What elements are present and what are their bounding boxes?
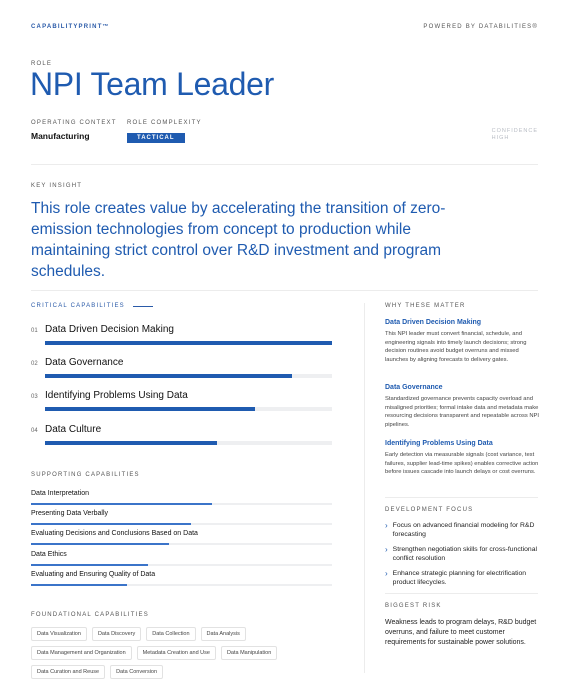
supporting-capability-name: Presenting Data Verbally: [31, 510, 109, 517]
critical-capabilities-label: CRITICAL CAPABILITIES: [31, 303, 125, 309]
heading-underline: [133, 306, 153, 307]
capability-name: Data Driven Decision Making: [45, 324, 174, 335]
development-focus-label: DEVELOPMENT FOCUS: [385, 507, 474, 513]
development-item: [385, 569, 540, 587]
capability-chip: Data Management and Organization: [31, 646, 132, 660]
operating-context-label: OPERATING CONTEXT: [31, 120, 117, 126]
why-item-text: Early detection via measurable signals (cost variance, test failures, supplier lead-time spikes) enables corrective action before issues cascade into launch delays or cost overruns.: [385, 452, 539, 475]
supporting-capability-bar: [31, 543, 332, 545]
capability-chip: Data Analysis: [201, 627, 246, 641]
operating-context-value: Manufacturing: [31, 131, 90, 141]
biggest-risk-label: BIGGEST RISK: [385, 603, 442, 609]
key-insight-label: KEY INSIGHT: [31, 183, 83, 189]
supporting-capability-name: Data Interpretation: [31, 490, 89, 497]
capability-name: Identifying Problems Using Data: [45, 390, 188, 401]
why-item-title: Identifying Problems Using Data: [385, 440, 493, 447]
divider: [31, 164, 538, 165]
capability-number: 04: [31, 428, 38, 434]
supporting-capability-bar: [31, 564, 332, 566]
capability-chip: Data Visualization: [31, 627, 87, 641]
confidence-label: CONFIDENCE: [491, 128, 538, 134]
chevron-right-icon: ›: [385, 545, 388, 554]
development-item: [385, 545, 540, 563]
supporting-capability-bar-fill: [31, 503, 212, 505]
why-item: [385, 319, 540, 364]
critical-capabilities-heading: [31, 303, 153, 309]
supporting-capability: [31, 510, 332, 525]
supporting-capability: [31, 490, 332, 505]
development-item-text: Strengthen negotiation skills for cross-functional conflict resolution: [392, 546, 537, 562]
capability-bar-fill: [45, 407, 255, 411]
capability-chip: Data Curation and Reuse: [31, 665, 105, 679]
capability-bar: [45, 341, 332, 345]
why-these-matter-label: WHY THESE MATTER: [385, 303, 466, 309]
why-item: [385, 384, 540, 429]
development-focus-list: [385, 521, 540, 593]
supporting-capability: [31, 571, 332, 586]
capability-number: 02: [31, 361, 38, 367]
role-complexity-label: ROLE COMPLEXITY: [127, 120, 202, 126]
capability-name: Data Culture: [45, 424, 102, 435]
capability-chip: Metadata Creation and Use: [137, 646, 216, 660]
why-item-text: Standardized governance prevents capacity overload and misaligned priorities; formal intake data and metadata make resourcing decisions transparent and repeatable across NPI pipelines.: [385, 396, 540, 428]
development-item-text: Enhance strategic planning for electrification product lifecycles.: [392, 570, 527, 586]
chevron-right-icon: ›: [385, 569, 388, 578]
capability-bar: [45, 441, 332, 445]
critical-capability: [31, 390, 332, 411]
why-item: [385, 440, 540, 477]
capability-chip: Data Manipulation: [221, 646, 277, 660]
capability-chip: Data Discovery: [92, 627, 141, 641]
supporting-capability-bar: [31, 584, 332, 586]
supporting-capability: [31, 530, 332, 545]
supporting-capability: [31, 551, 332, 566]
powered-by: POWERED BY DATABILITIES®: [423, 24, 538, 30]
supporting-capability-bar: [31, 503, 332, 505]
divider: [31, 290, 538, 291]
development-item-text: Focus on advanced financial modeling for R&D forecasting: [392, 522, 535, 538]
biggest-risk-text: Weakness leads to program delays, R&D budget overruns, and failure to meet customer requirements for sustainable power solutions.: [385, 619, 537, 646]
supporting-capability-bar-fill: [31, 543, 169, 545]
critical-capability: [31, 324, 332, 345]
capability-chip: Data Collection: [146, 627, 195, 641]
why-item-title: Data Governance: [385, 384, 443, 391]
critical-capability: [31, 357, 332, 378]
role-title: NPI Team Leader: [30, 66, 274, 102]
supporting-capability-bar-fill: [31, 564, 148, 566]
capability-bar: [45, 407, 332, 411]
chevron-right-icon: ›: [385, 521, 388, 530]
operating-context: [31, 120, 117, 141]
capability-bar-fill: [45, 374, 292, 378]
development-item: [385, 521, 540, 539]
foundational-capabilities-label: FOUNDATIONAL CAPABILITIES: [31, 612, 149, 618]
role-label: ROLE: [31, 61, 53, 67]
supporting-capability-name: Data Ethics: [31, 551, 67, 558]
capability-bar-fill: [45, 441, 217, 445]
complexity-badge: TACTICAL: [127, 133, 185, 143]
supporting-capability-bar-fill: [31, 584, 127, 586]
supporting-capability-name: Evaluating and Ensuring Quality of Data: [31, 571, 156, 578]
column-divider: [364, 303, 365, 673]
capability-number: 03: [31, 394, 38, 400]
brand-name: CAPABILITYPRINT™: [31, 24, 110, 30]
divider: [385, 497, 538, 498]
supporting-capabilities-label: SUPPORTING CAPABILITIES: [31, 472, 140, 478]
key-insight-text: This role creates value by accelerating the transition of zero-emission technologies from concept to production while maintaining strict control over R&D investment and program schedules.: [31, 200, 446, 280]
supporting-capability-bar-fill: [31, 523, 191, 525]
why-item-text: This NPI leader must convert financial, schedule, and engineering signals into timely launch decisions; strong decision routines avoid budget overruns and missed launches by aligning forecasts to delivery gates.: [385, 331, 527, 363]
confidence: [492, 128, 538, 142]
capability-chip: Data Conversion: [110, 665, 163, 679]
capability-bar-fill: [45, 341, 332, 345]
critical-capability: [31, 424, 332, 445]
top-bar: [31, 24, 538, 30]
why-item-title: Data Driven Decision Making: [385, 319, 482, 326]
capability-number: 01: [31, 328, 38, 334]
foundational-chips: [31, 627, 331, 679]
capability-bar: [45, 374, 332, 378]
supporting-capability-name: Evaluating Decisions and Conclusions Based on Data: [31, 530, 198, 537]
supporting-capability-bar: [31, 523, 332, 525]
capability-name: Data Governance: [45, 357, 124, 368]
confidence-value: HIGH: [491, 135, 510, 141]
role-complexity: [127, 120, 202, 144]
divider: [385, 593, 538, 594]
